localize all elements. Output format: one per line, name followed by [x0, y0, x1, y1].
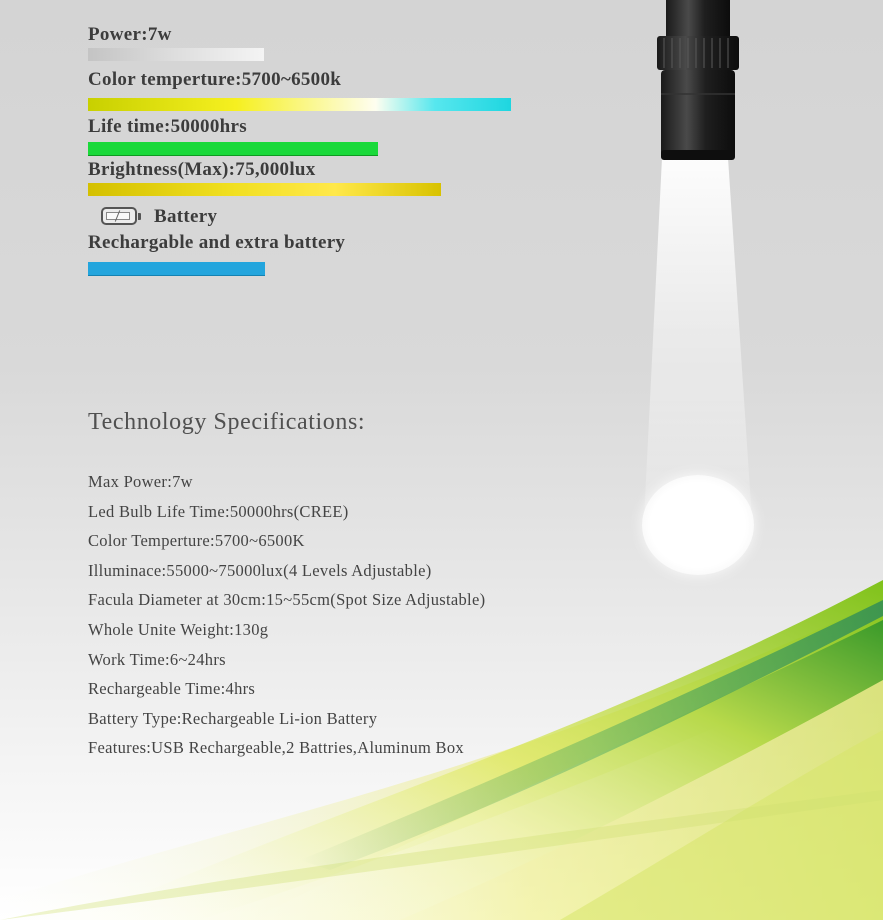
battery-label: Battery	[154, 206, 218, 227]
battery-icon	[101, 207, 137, 225]
spec-item: Whole Unite Weight:130g	[88, 619, 269, 639]
spec-item: Illuminace:55000~75000lux(4 Levels Adjustable)	[88, 560, 432, 580]
battery-description: Rechargable and extra battery	[88, 232, 346, 253]
brightness-bar	[88, 183, 441, 196]
specs-list	[88, 472, 485, 768]
life-time-label: Life time:50000hrs	[88, 116, 247, 137]
spec-item: Max Power:7w	[88, 472, 193, 491]
spec-item: Facula Diameter at 30cm:15~55cm(Spot Size Adjustable)	[88, 590, 486, 610]
flashlight-icon	[640, 0, 760, 200]
spec-item: Color Temperture:5700~6500K	[88, 531, 305, 551]
color-temperature-bar	[88, 98, 511, 111]
spec-item: Battery Type:Rechargeable Li-ion Battery	[88, 708, 378, 728]
color-temperature-label: Color temperture:5700~6500k	[88, 69, 342, 90]
specs-title: Technology Specifications:	[88, 409, 366, 435]
power-label: Power:7w	[88, 24, 172, 45]
power-bar	[88, 48, 264, 61]
light-spot	[642, 475, 754, 575]
spec-item: Features:USB Rechargeable,2 Battries,Aluminum Box	[88, 738, 464, 758]
spec-item: Rechargeable Time:4hrs	[88, 679, 256, 699]
brightness-label: Brightness(Max):75,000lux	[88, 159, 316, 180]
spec-item: Work Time:6~24hrs	[88, 649, 226, 669]
battery-bar	[88, 262, 265, 276]
spec-item: Led Bulb Life Time:50000hrs(CREE)	[88, 501, 349, 521]
life-time-bar	[88, 142, 378, 156]
